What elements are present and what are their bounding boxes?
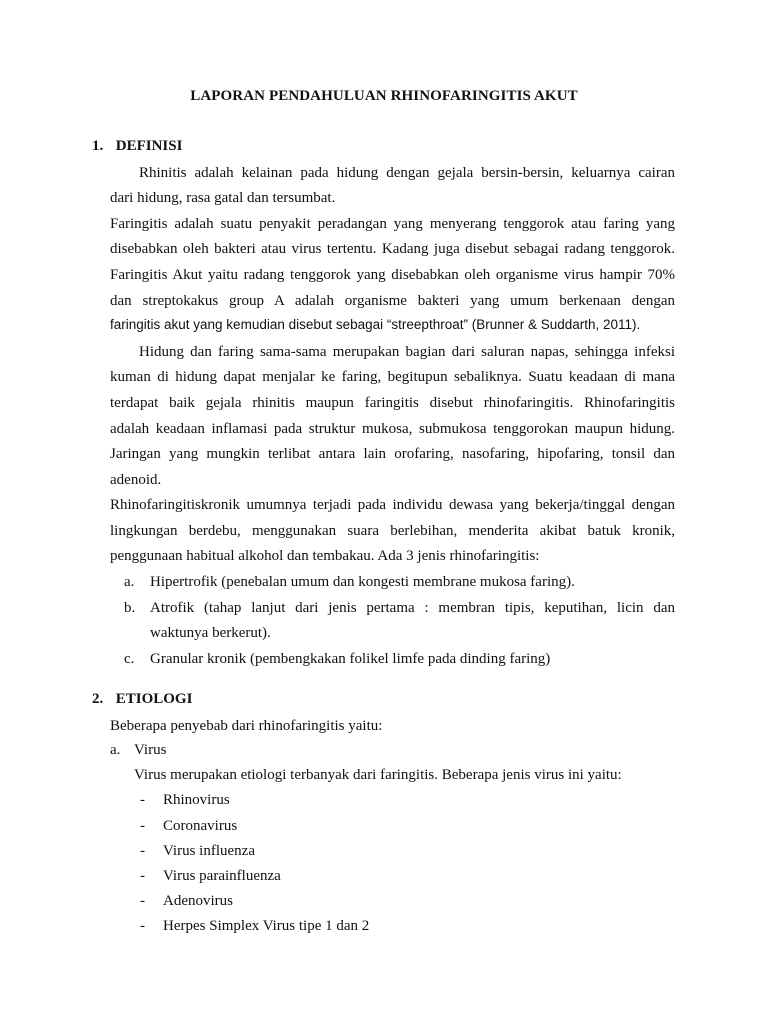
virus-item: Coronavirus — [163, 818, 238, 834]
paragraph-line: Faringitis Akut yaitu radang tenggorok yang disebabkan oleh organisme virus hampir 70% — [110, 267, 675, 283]
virus-item: Rhinovirus — [163, 792, 230, 808]
section-title: DEFINISI — [115, 138, 183, 154]
list-marker: a. — [124, 574, 135, 590]
list-marker: a. — [110, 742, 121, 758]
sub-heading: Virus — [134, 742, 167, 758]
paragraph-line: Jaringan yang mungkin terlibat antara lain orofaring, nasofaring, hipofaring, tonsil dan — [110, 446, 675, 462]
virus-item: Virus parainfluenza — [163, 868, 281, 884]
list-marker: c. — [124, 651, 135, 667]
dash-marker: - — [140, 893, 145, 909]
paragraph-line: adenoid. — [110, 472, 162, 488]
list-item-continuation: waktunya berkerut). — [150, 625, 271, 641]
paragraph-line: terdapat baik gejala rhinitis maupun faringitis disebut rhinofaringitis. Rhinofaringitis — [110, 395, 675, 411]
paragraph-line: adalah keadaan inflamasi pada struktur mukosa, submukosa tenggorokan maupun hidung. — [110, 421, 675, 437]
paragraph-line: Rhinitis adalah kelainan pada hidung dengan gejala bersin-bersin, keluarnya cairan — [139, 165, 675, 181]
list-item: Hipertrofik (penebalan umum dan kongesti membrane mukosa faring). — [150, 574, 575, 590]
paragraph-line: Virus merupakan etiologi terbanyak dari faringitis. Beberapa jenis virus ini yaitu: — [134, 767, 622, 783]
section-number: 1. — [92, 138, 104, 154]
dash-marker: - — [140, 868, 145, 884]
paragraph-line: penggunaan habitual alkohol dan tembakau. Ada 3 jenis rhinofaringitis: — [110, 548, 540, 564]
dash-marker: - — [140, 818, 145, 834]
paragraph-line: kuman di hidung dapat menjalar ke faring, begitupun sebaliknya. Suatu keadaan di mana — [110, 369, 675, 385]
paragraph-line: disebabkan oleh bakteri atau virus tertentu. Kadang juga disebut sebagai radang tenggorok. — [110, 241, 675, 257]
section-heading-etiologi — [92, 691, 192, 708]
list-marker: b. — [124, 600, 136, 616]
paragraph-line: Beberapa penyebab dari rhinofaringitis yaitu: — [110, 718, 383, 734]
section-heading-definisi — [92, 138, 182, 155]
paragraph-line: Hidung dan faring sama-sama merupakan bagian dari saluran napas, sehingga infeksi — [139, 344, 675, 360]
paragraph-line: Rhinofaringitiskronik umumnya terjadi pada individu dewasa yang bekerja/tinggal dengan — [110, 497, 675, 513]
paragraph-line: dan streptokakus group A adalah organisme bakteri yang umum berkenaan dengan — [110, 293, 675, 309]
virus-item: Virus influenza — [163, 843, 255, 859]
dash-marker: - — [140, 918, 145, 934]
list-item: Atrofik (tahap lanjut dari jenis pertama : membran tipis, keputihan, licin dan — [150, 600, 675, 616]
paragraph-line: dari hidung, rasa gatal dan tersumbat. — [110, 190, 336, 206]
page-title: LAPORAN PENDAHULUAN RHINOFARINGITIS AKUT — [190, 88, 578, 104]
paragraph-line: faringitis akut yang kemudian disebut sebagai “streepthroat” (Brunner & Suddarth, 2011). — [110, 317, 641, 332]
virus-item: Herpes Simplex Virus tipe 1 dan 2 — [163, 918, 370, 934]
paragraph-line: lingkungan berdebu, menggunakan suara berlebihan, menderita akibat batuk kronik, — [110, 523, 675, 539]
paragraph-line: Faringitis adalah suatu penyakit peradangan yang menyerang tenggorok atau faring yang — [110, 216, 675, 232]
dash-marker: - — [140, 843, 145, 859]
list-item: Granular kronik (pembengkakan folikel limfe pada dinding faring) — [150, 651, 551, 667]
dash-marker: - — [140, 792, 145, 808]
section-title: ETIOLOGI — [115, 691, 193, 707]
section-number: 2. — [92, 691, 104, 707]
virus-item: Adenovirus — [163, 893, 233, 909]
